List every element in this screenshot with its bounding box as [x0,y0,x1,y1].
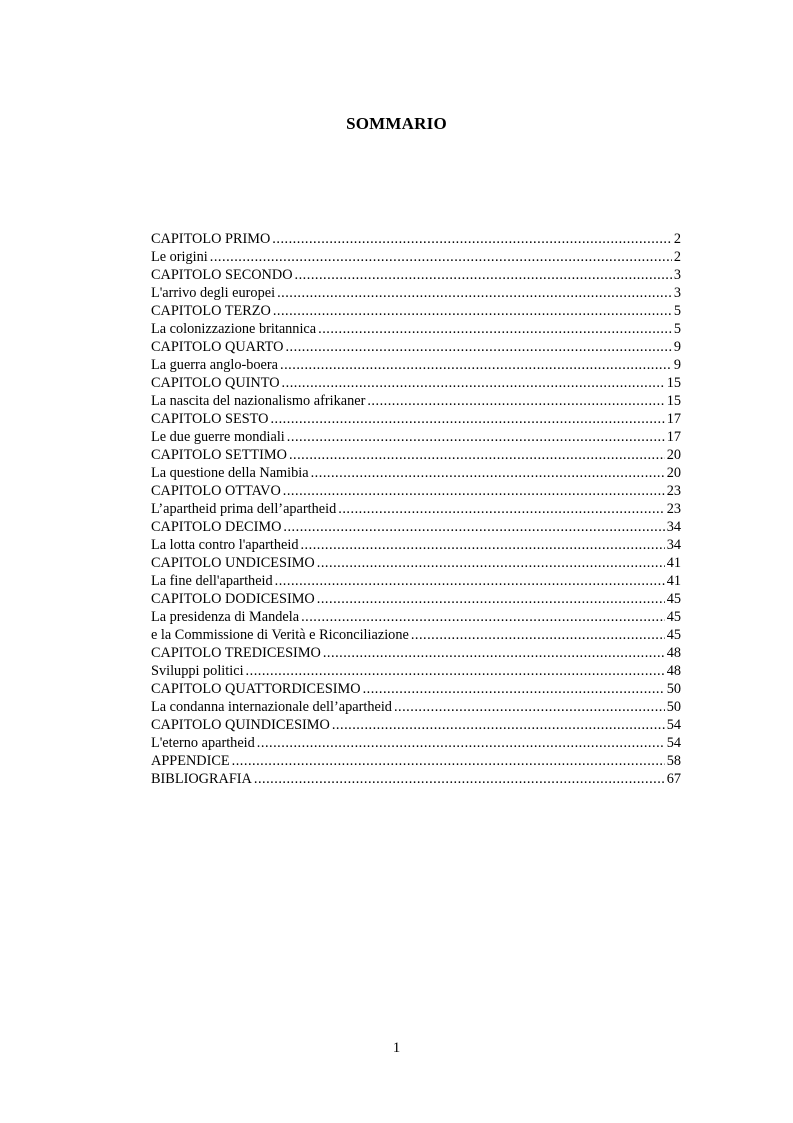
toc-dot-leader [280,356,672,374]
toc-entry[interactable] [151,518,681,536]
toc-entry[interactable] [151,248,681,266]
toc-dot-leader [318,320,672,338]
toc-dot-leader [210,248,672,266]
toc-entry-page: 45 [666,627,681,643]
toc-entry-label: CAPITOLO UNDICESIMO [151,555,315,571]
toc-entry-label: La nascita del nazionalismo afrikaner [151,393,366,409]
toc-entry[interactable] [151,536,681,554]
toc-entry-page: 58 [666,753,681,769]
toc-entry[interactable] [151,644,681,662]
toc-dot-leader [257,734,665,752]
toc-entry[interactable] [151,464,681,482]
toc-entry-label: L'arrivo degli europei [151,285,276,301]
toc-entry-page: 17 [666,429,681,445]
toc-entry-label: BIBLIOGRAFIA [151,771,252,787]
toc-entry[interactable] [151,356,681,374]
toc-entry[interactable] [151,590,681,608]
toc-entry-label: CAPITOLO QUINDICESIMO [151,717,330,733]
toc-entry-label: CAPITOLO QUARTO [151,339,284,355]
page-number: 1 [392,1040,401,1056]
toc-entry[interactable] [151,230,681,248]
toc-entry-label: La colonizzazione britannica [151,321,317,337]
toc-entry-page: 45 [666,609,681,625]
toc-entry-label: CAPITOLO PRIMO [151,231,271,247]
toc-entry-page: 23 [666,501,681,517]
toc-entry-page: 2 [673,231,681,247]
toc-entry-label: CAPITOLO TERZO [151,303,271,319]
toc-dot-leader [332,716,665,734]
toc-entry-page: 17 [666,411,681,427]
toc-entry[interactable] [151,752,681,770]
toc-entry-label: CAPITOLO OTTAVO [151,483,281,499]
toc-dot-leader [317,554,665,572]
toc-entry-page: 50 [666,681,681,697]
toc-dot-leader [272,230,672,248]
toc-dot-leader [363,680,665,698]
toc-entry[interactable] [151,500,681,518]
toc-entry-page: 48 [666,663,681,679]
toc-entry[interactable] [151,770,681,788]
toc-entry-label: La questione della Namibia [151,465,309,481]
toc-entry-page: 3 [673,267,681,283]
toc-entry[interactable] [151,680,681,698]
toc-dot-leader [273,302,672,320]
toc-entry-label: La fine dell'apartheid [151,573,273,589]
toc-entry-page: 41 [666,573,681,589]
toc-entry-page: 9 [673,339,681,355]
page-title: SOMMARIO [346,114,447,133]
toc-entry[interactable] [151,392,681,410]
toc-entry[interactable] [151,716,681,734]
toc-entry[interactable] [151,266,681,284]
toc-dot-leader [246,662,665,680]
toc-dot-leader [367,392,664,410]
toc-dot-leader [282,374,665,392]
toc-dot-leader [232,752,665,770]
toc-entry-label: CAPITOLO TREDICESIMO [151,645,321,661]
toc-dot-leader [254,770,665,788]
toc-dot-leader [338,500,664,518]
toc-dot-leader [300,536,664,554]
toc-entry-label: CAPITOLO SETTIMO [151,447,287,463]
toc-entry-label: CAPITOLO DODICESIMO [151,591,315,607]
toc-dot-leader [289,446,665,464]
toc-entry-page: 67 [666,771,681,787]
toc-entry-label: La lotta contro l'apartheid [151,537,299,553]
toc-entry-label: e la Commissione di Verità e Riconciliazione [151,627,409,643]
toc-entry-label: CAPITOLO DECIMO [151,519,282,535]
toc-dot-leader [295,266,672,284]
toc-entry-label: Le due guerre mondiali [151,429,285,445]
toc-entry[interactable] [151,446,681,464]
toc-entry[interactable] [151,572,681,590]
toc-entry-page: 41 [666,555,681,571]
toc-entry-page: 5 [673,303,681,319]
toc-entry-label: L’apartheid prima dell’apartheid [151,501,337,517]
toc-entry[interactable] [151,482,681,500]
toc-dot-leader [311,464,665,482]
toc-entry-page: 23 [666,483,681,499]
toc-entry-label: La guerra anglo-boera [151,357,279,373]
toc-dot-leader [283,518,664,536]
toc-entry-label: L'eterno apartheid [151,735,255,751]
toc-entry-page: 15 [666,375,681,391]
toc-dot-leader [283,482,665,500]
toc-entry[interactable] [151,554,681,572]
toc-entry-label: La condanna internazionale dell’apartheid [151,699,392,715]
toc-entry[interactable] [151,320,681,338]
toc-entry-page: 20 [666,447,681,463]
toc-entry[interactable] [151,698,681,716]
toc-entry-page: 20 [666,465,681,481]
toc-entry-page: 54 [666,717,681,733]
toc-dot-leader [323,644,665,662]
toc-entry-label: CAPITOLO SECONDO [151,267,293,283]
toc-entry-label: CAPITOLO QUINTO [151,375,280,391]
toc-entry-page: 34 [666,519,681,535]
toc-entry-page: 50 [666,699,681,715]
toc-entry-page: 15 [666,393,681,409]
toc-entry[interactable] [151,338,681,356]
toc-entry-page: 9 [673,357,681,373]
toc-entry-label: La presidenza di Mandela [151,609,300,625]
toc-entry[interactable] [151,662,681,680]
toc-entry-label: CAPITOLO SESTO [151,411,269,427]
toc-entry[interactable] [151,302,681,320]
toc-entry-page: 5 [673,321,681,337]
toc-entry[interactable] [151,626,681,644]
toc-entry-page: 45 [666,591,681,607]
toc-entry-page: 54 [666,735,681,751]
toc-entry[interactable] [151,428,681,446]
toc-dot-leader [285,338,671,356]
toc-entry[interactable] [151,410,681,428]
toc-entry-label: Sviluppi politici [151,663,244,679]
toc-dot-leader [277,284,672,302]
toc-dot-leader [301,608,665,626]
toc-entry[interactable] [151,374,681,392]
toc-entry-page: 2 [673,249,681,265]
toc-entry[interactable] [151,608,681,626]
toc-dot-leader [394,698,665,716]
toc-dot-leader [317,590,665,608]
toc-entry-label: CAPITOLO QUATTORDICESIMO [151,681,361,697]
toc-entry-page: 34 [666,537,681,553]
toc-entry[interactable] [151,284,681,302]
toc-dot-leader [411,626,665,644]
toc-dot-leader [287,428,665,446]
toc-entry-page: 48 [666,645,681,661]
toc-dot-leader [270,410,664,428]
table-of-contents [151,230,681,788]
toc-entry-page: 3 [673,285,681,301]
toc-entry[interactable] [151,734,681,752]
toc-entry-label: Le origini [151,249,208,265]
toc-entry-label: APPENDICE [151,753,230,769]
toc-dot-leader [275,572,665,590]
